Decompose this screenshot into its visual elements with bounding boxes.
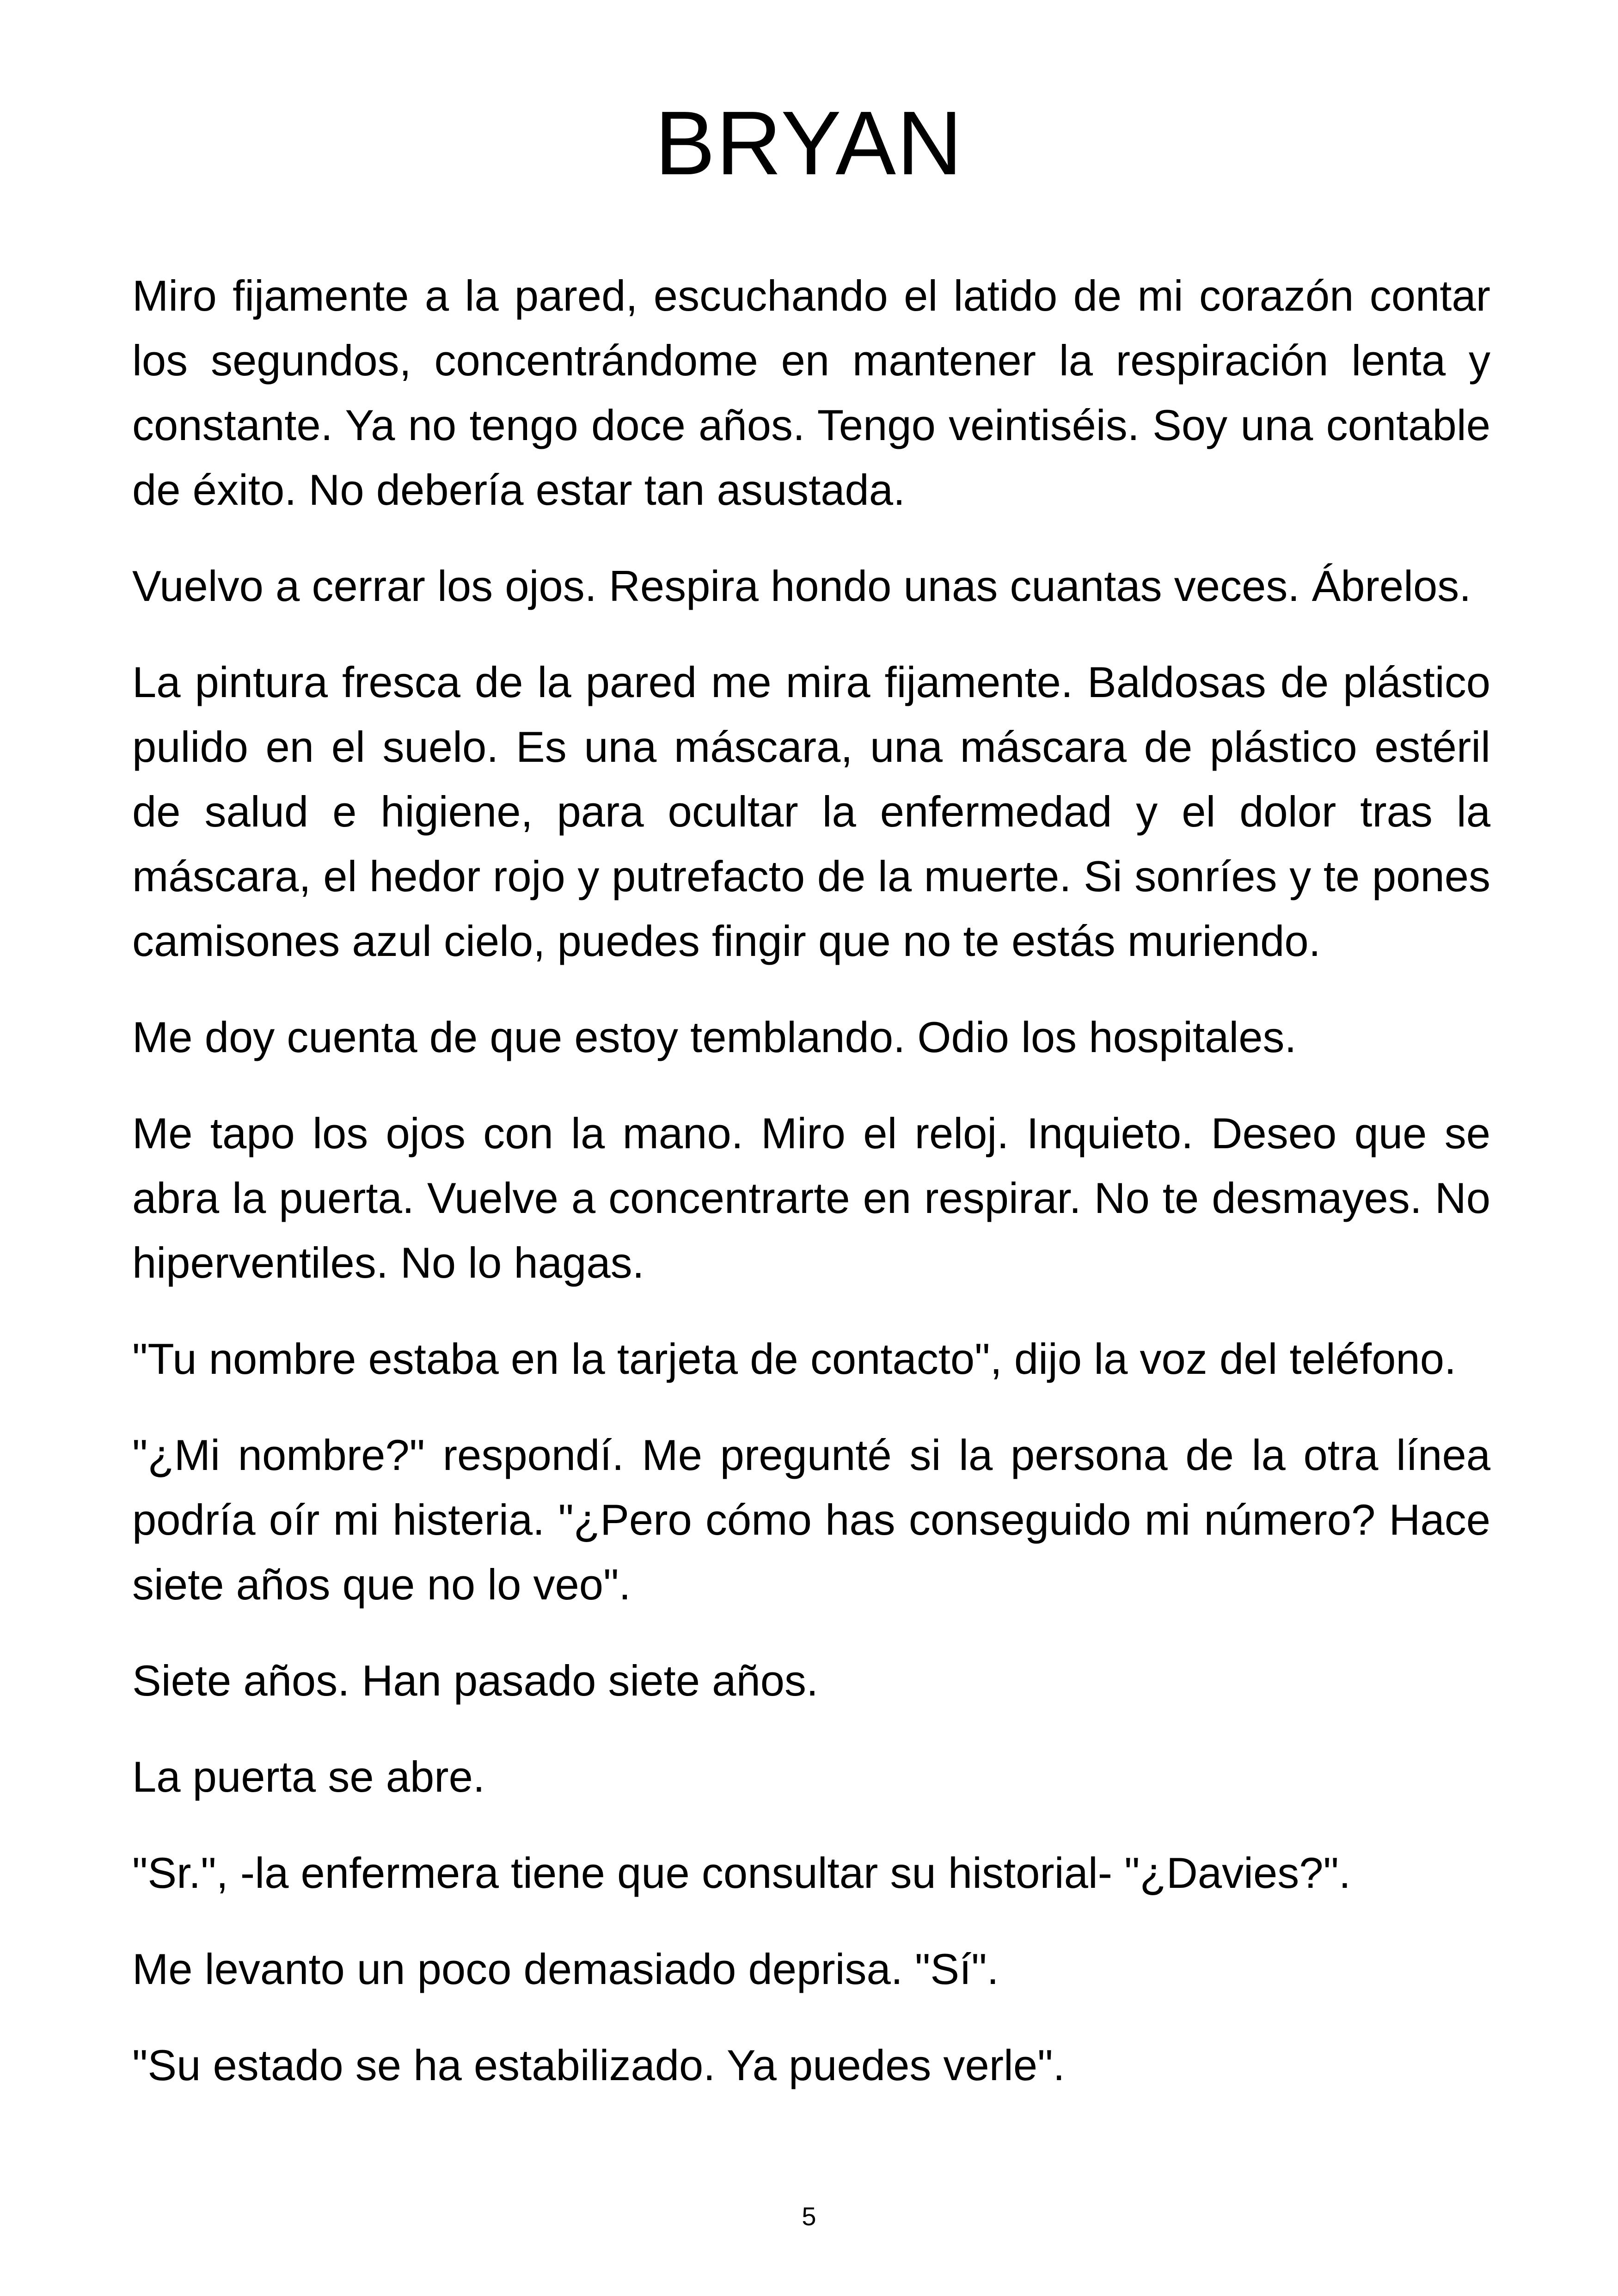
paragraph: Vuelvo a cerrar los ojos. Respira hondo unas cuantas veces. Ábrelos.	[132, 562, 1471, 610]
paragraph: "Su estado se ha estabilizado. Ya puedes verle".	[132, 2041, 1065, 2089]
paragraph: Me doy cuenta de que estoy temblando. Odio los hospitales.	[132, 1013, 1297, 1061]
chapter-title: BRYAN	[655, 92, 963, 194]
paragraph: La puerta se abre.	[132, 1752, 485, 1801]
paragraph: Me levanto un poco demasiado deprisa. "Sí".	[132, 1945, 999, 1993]
paragraph: Me tapo los ojos con la mano. Miro el reloj. Inquieto. Deseo que se abra la puerta. Vuelve a concentrarte en respirar. No te desmayes. No hiperventiles. No lo hagas.	[132, 1109, 1490, 1287]
chapter-body	[132, 263, 1490, 2129]
paragraph: "¿Mi nombre?" respondí. Me pregunté si la persona de la otra línea podría oír mi histeria. "¿Pero cómo has conseguido mi número? Hace siete años que no lo veo".	[132, 1431, 1490, 1609]
paragraph: Siete años. Han pasado siete años.	[132, 1656, 819, 1705]
paragraph: La pintura fresca de la pared me mira fijamente. Baldosas de plástico pulido en el suelo. Es una máscara, una máscara de plástico estéril de salud e higiene, para ocultar la enfermedad y el dolor tras la máscara, el hedor rojo y putrefacto de la muerte. Si sonríes y te pones camisones azul cielo, puedes fingir que no te estás muriendo.	[132, 658, 1490, 965]
paragraph: "Tu nombre estaba en la tarjeta de contacto", dijo la voz del teléfono.	[132, 1335, 1457, 1383]
page-number: 5	[802, 2202, 816, 2231]
paragraph: Miro fijamente a la pared, escuchando el latido de mi corazón contar los segundos, concentrándome en mantener la respiración lenta y constante. Ya no tengo doce años. Tengo veintiséis. Soy una contable de éxito. No debería estar tan asustada.	[132, 271, 1490, 514]
paragraph: "Sr.", -la enfermera tiene que consultar su historial- "¿Davies?".	[132, 1849, 1351, 1897]
